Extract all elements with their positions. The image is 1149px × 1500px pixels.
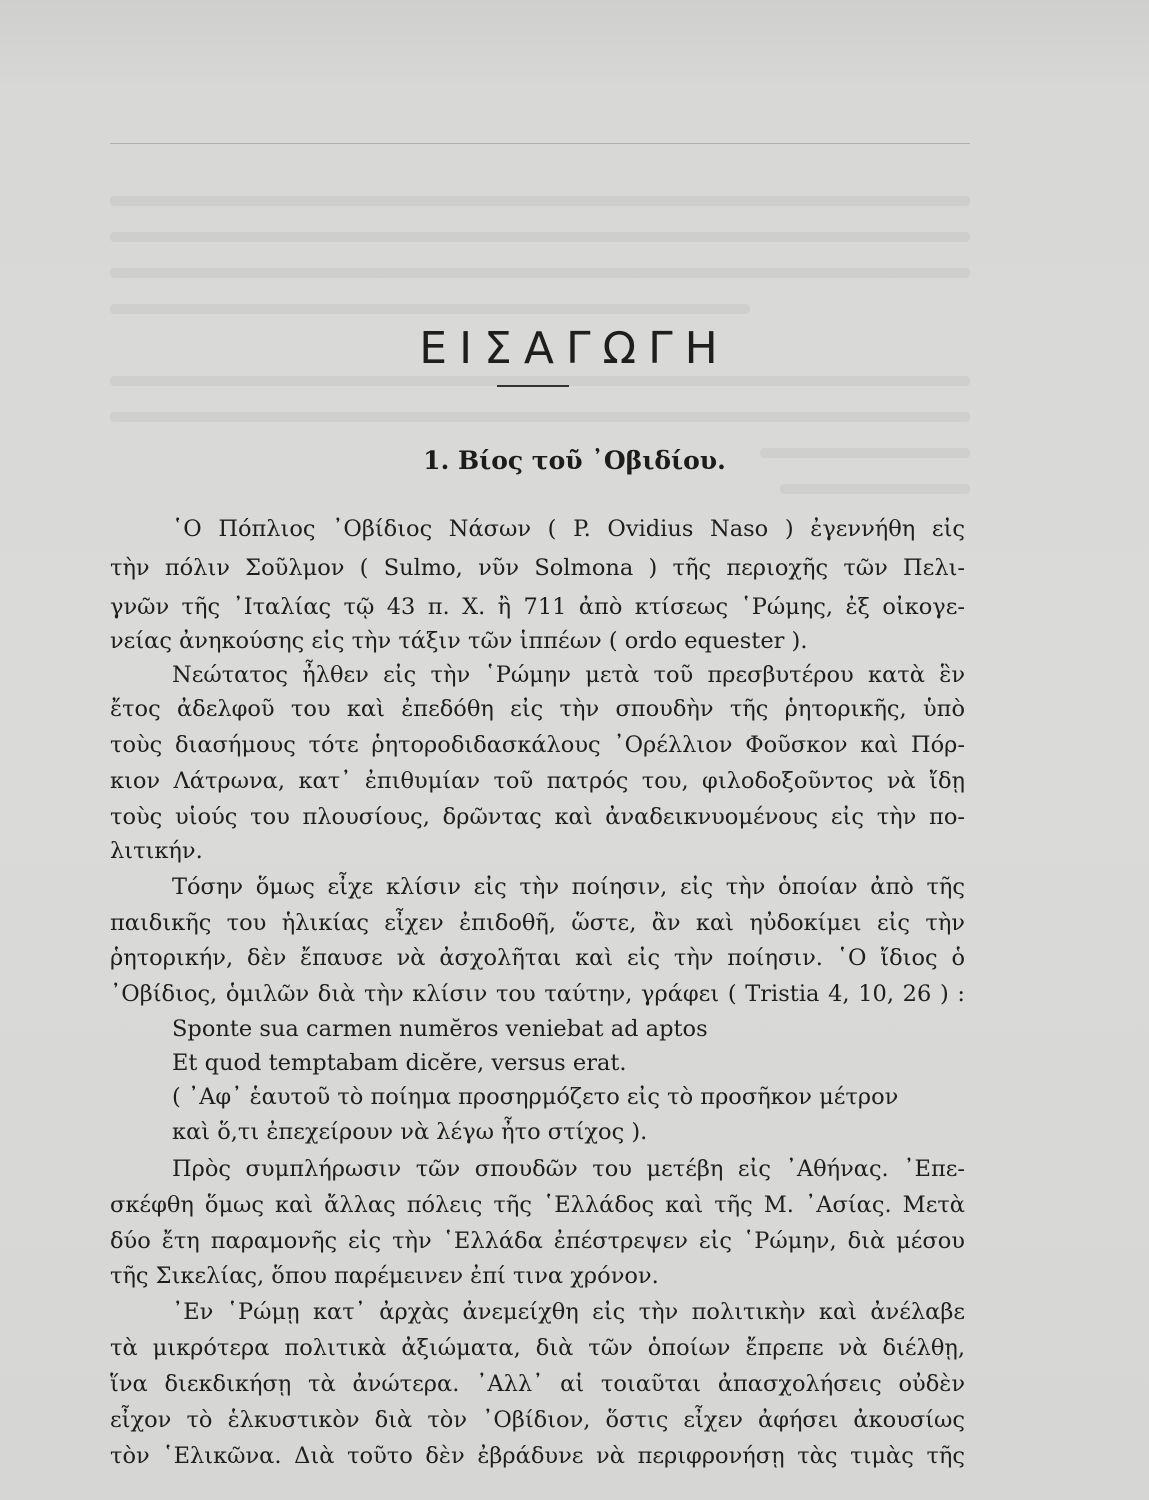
- text-line: τὰ μικρότερα πολιτικὰ ἀξιώματα, διὰ τῶν ὁποίων ἔπρεπε νὰ διέλθῃ,: [110, 1335, 965, 1361]
- text-line: σκέφθη ὅμως καὶ ἄλλας πόλεις τῆς ῾Ελλάδος καὶ τῆς Μ. ᾿Ασίας. Μετὰ: [110, 1192, 965, 1218]
- latin-verse-line: Sponte sua carmen numĕros veniebat ad aptos: [172, 1016, 708, 1042]
- text-line: ἔτος ἀδελφοῦ του καὶ ἐπεδόθη εἰς τὴν σπουδὴν τῆς ῥητορικῆς, ὑπὸ: [110, 696, 965, 722]
- text-line: τοὺς υἱούς του πλουσίους, δρῶντας καὶ ἀναδεικνυομένους εἰς τὴν πο-: [110, 804, 965, 830]
- text-line: παιδικῆς του ἡλικίας εἶχεν ἐπιδοθῆ, ὥστε, ἂν καὶ ηὐδοκίμει εἰς τὴν: [110, 910, 965, 936]
- bleed-through-mark: [110, 268, 970, 278]
- text-line: εἶχον τὸ ἑλκυστικὸν διὰ τὸν ᾿Οβίδιον, ὅστις εἶχεν ἀφήσει ἀκουσίως: [110, 1407, 965, 1433]
- text-line: ᾿Εν ῾Ρώμῃ κατ᾿ ἀρχὰς ἀνεμείχθη εἰς τὴν πολιτικὴν καὶ ἀνέλαβε: [172, 1299, 965, 1325]
- text-line: τὴν πόλιν Σοῦλμον ( Sulmo, νῦν Solmona ) τῆς περιοχῆς τῶν Πελι-: [110, 555, 965, 581]
- text-line: τοὺς διασήμους τότε ῥητοροδιδασκάλους ᾿Ορέλλιον Φοῦσκον καὶ Πόρ-: [110, 732, 965, 758]
- bleed-through-mark: [110, 412, 970, 422]
- text-line: δύο ἔτη παραμονῆς εἰς τὴν ῾Ελλάδα ἐπέστρεψεν εἰς ῾Ρώμην, διὰ μέσου: [110, 1228, 965, 1254]
- text-line: λιτικήν.: [110, 838, 203, 864]
- text-line: νείας ἀνηκούσης εἰς τὴν τάξιν τῶν ἱππέων ( ordo equester ).: [110, 628, 808, 654]
- text-line: τὸν ῾Ελικῶνα. Διὰ τοῦτο δὲν ἐβράδυνε νὰ περιφρονήσῃ τὰς τιμὰς τῆς: [110, 1443, 965, 1469]
- text-line: ἵνα διεκδικήσῃ τὰ ἀνώτερα. ᾿Αλλ᾿ αἱ τοιαῦται ἀπασχολήσεις οὐδὲν: [110, 1371, 965, 1397]
- bleed-through-mark: [110, 196, 970, 206]
- text-line: Νεώτατος ἦλθεν εἰς τὴν ῾Ρώμην μετὰ τοῦ πρεσβυτέρου κατὰ ἓν: [172, 662, 965, 688]
- text-line: τῆς Σικελίας, ὅπου παρέμεινεν ἐπί τινα χρόνον.: [110, 1263, 659, 1289]
- text-line: ῥητορικήν, δὲν ἔπαυσε νὰ ἀσχολῆται καὶ εἰς τὴν ποίησιν. ῾Ο ἴδιος ὁ: [110, 945, 965, 971]
- text-line: κιον Λάτρωνα, κατ᾿ ἐπιθυμίαν τοῦ πατρός του, φιλοδοξοῦντος νὰ ἴδῃ: [110, 768, 965, 794]
- section-heading: 1. Βίος τοῦ ᾿Οβιδίου.: [423, 446, 726, 475]
- verse-translation-line: καὶ ὅ,τι ἐπεχείρουν νὰ λέγω ἦτο στίχος ).: [172, 1119, 648, 1145]
- bleed-through-mark: [110, 232, 970, 242]
- text-line: γνῶν τῆς ᾿Ιταλίας τῷ 43 π. Χ. ἢ 711 ἀπὸ κτίσεως ῾Ρώμης, ἐξ οἰκογε-: [110, 594, 965, 620]
- title-underline: [497, 385, 569, 387]
- bleed-through-rule: [110, 143, 970, 144]
- text-line: Πρὸς συμπλήρωσιν τῶν σπουδῶν του μετέβη εἰς ᾿Αθήνας. ᾿Επε-: [172, 1156, 965, 1182]
- text-line: ῾Ο Πόπλιος ᾿Οβίδιος Νάσων ( P. Ovidius Naso ) ἐγεννήθη εἰς: [172, 516, 965, 542]
- text-line: Τόσην ὅμως εἶχε κλίσιν εἰς τὴν ποίησιν, εἰς τὴν ὁποίαν ἀπὸ τῆς: [172, 874, 965, 900]
- latin-verse-line: Et quod temptabam dicĕre, versus erat.: [172, 1050, 627, 1076]
- verse-translation-line: ( ᾿Αφ᾿ ἑαυτοῦ τὸ ποίημα προσηρμόζετο εἰς τὸ προσῆκον μέτρον: [172, 1084, 899, 1110]
- bleed-through-mark: [110, 304, 750, 314]
- chapter-title: ΕΙΣΑΓΩΓΗ: [419, 323, 730, 374]
- text-line: ᾿Οβίδιος, ὁμιλῶν διὰ τὴν κλίσιν του ταύτην, γράφει ( Tristia 4, 10, 26 ) :: [110, 981, 965, 1007]
- bleed-through-mark: [780, 484, 970, 494]
